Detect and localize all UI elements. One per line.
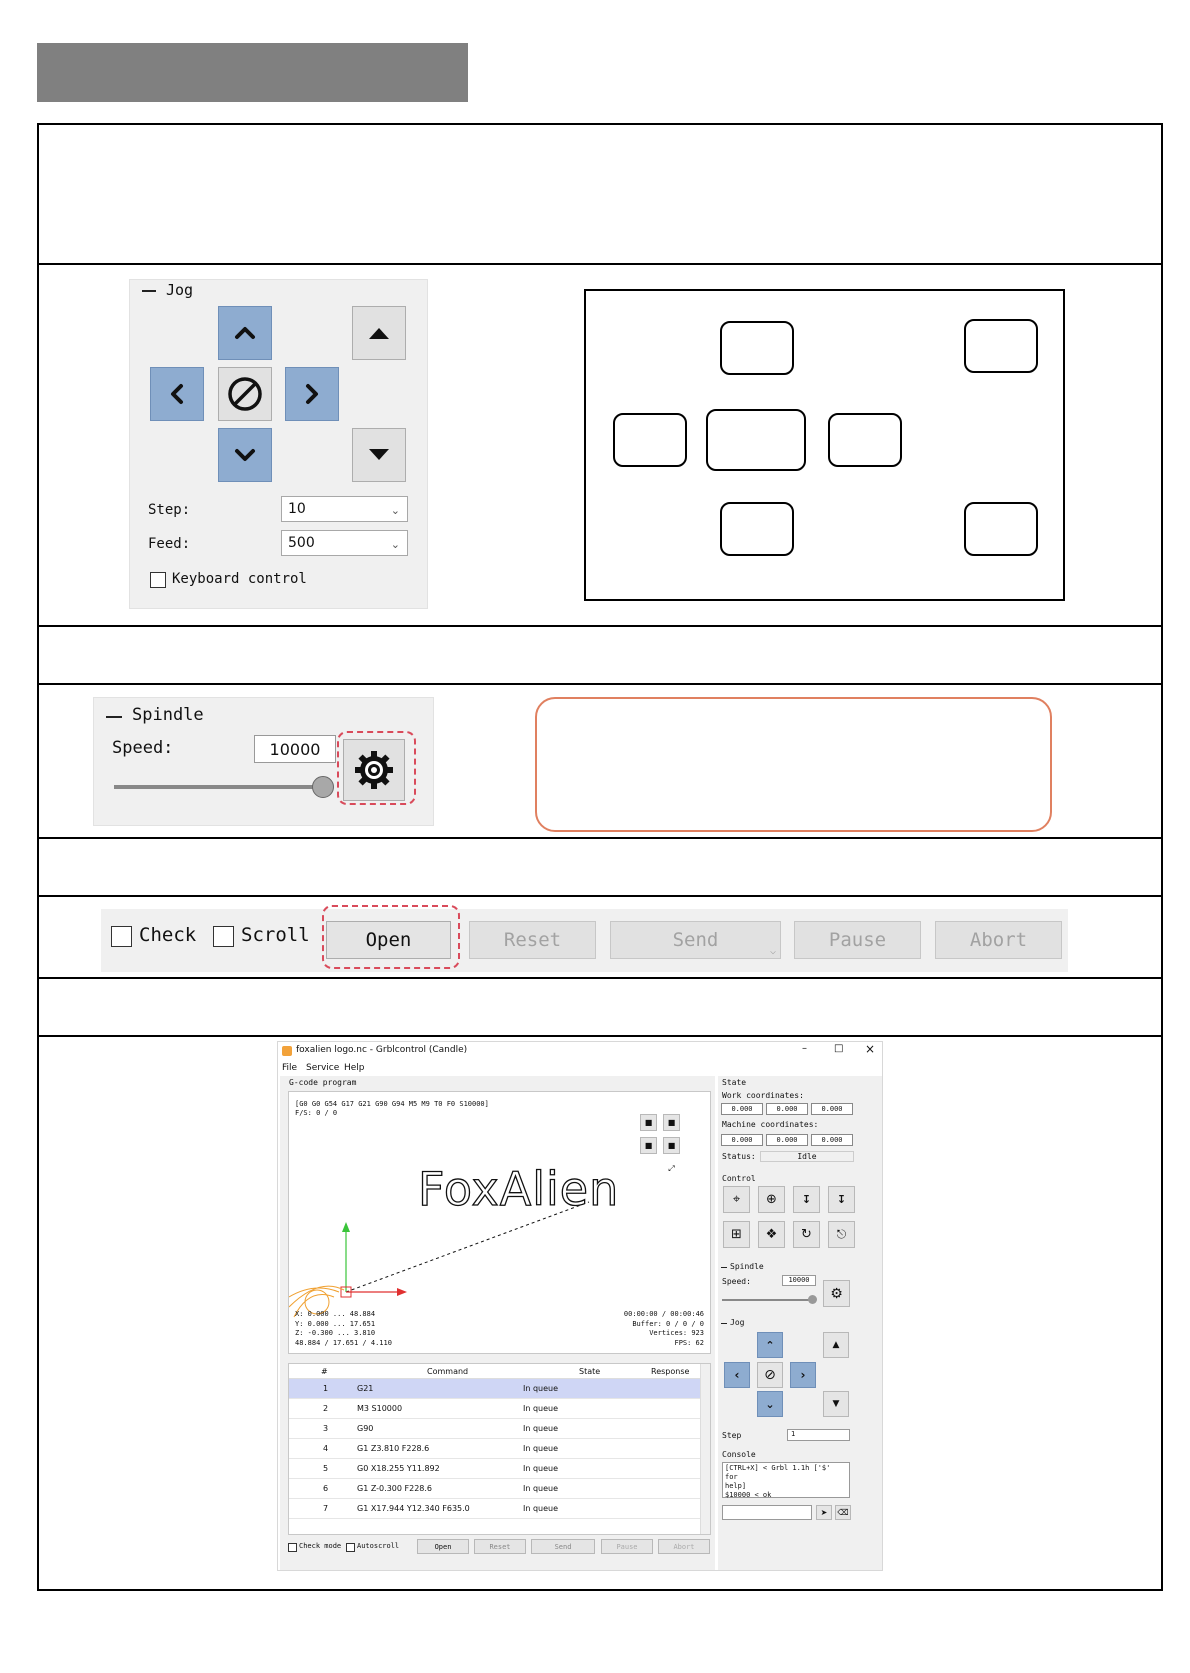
home-icon: ⌖	[732, 1192, 741, 1207]
eraser-icon: ⌫	[837, 1508, 849, 1517]
table-cell-cmd: G21	[357, 1384, 374, 1393]
reset-button[interactable]: Reset	[469, 921, 596, 959]
zero-xy-icon: ↧	[801, 1193, 812, 1206]
view-top-button[interactable]	[663, 1114, 680, 1131]
table-cell-cmd: M3 S10000	[357, 1404, 403, 1413]
check-mode-label: Check mode	[299, 1542, 342, 1550]
view-iso-button[interactable]	[640, 1114, 657, 1131]
table-cell-n: 7	[323, 1504, 329, 1513]
feed-value: 500	[288, 535, 315, 551]
step-value: 10	[288, 501, 306, 517]
stat-x: X: 0.000 ... 48.884	[295, 1310, 376, 1318]
table-cell-cmd: G0 X18.255 Y11.892	[357, 1464, 440, 1473]
triangle-down-icon: ▼	[832, 1399, 840, 1409]
step-select[interactable]	[281, 496, 408, 522]
cube-icon: ■	[644, 1118, 653, 1127]
stop-icon: ⊘	[764, 1367, 776, 1383]
zero-xy-button[interactable]	[793, 1186, 820, 1213]
send-label: Send	[672, 929, 719, 951]
jog-title: Jog	[730, 1318, 745, 1327]
table-row[interactable]	[289, 1499, 701, 1519]
gcode-header-line2: F/S: 0 / 0	[295, 1109, 338, 1117]
table-cell-cmd: G90	[357, 1424, 374, 1433]
status-label: Status:	[722, 1152, 756, 1161]
stat-fps: FPS: 62	[674, 1338, 704, 1347]
table-cell-n: 2	[323, 1404, 329, 1413]
menu-help[interactable]: Help	[344, 1063, 365, 1073]
diagram-box	[964, 502, 1038, 556]
check-mode-checkbox[interactable]	[288, 1543, 297, 1552]
app-icon	[282, 1046, 292, 1056]
running-man-icon: ❖	[765, 1227, 778, 1242]
probe-button[interactable]	[758, 1186, 785, 1213]
table-cell-state: In queue	[523, 1464, 559, 1473]
autoscroll-checkbox[interactable]	[346, 1543, 355, 1552]
unlock-icon: ⎋	[836, 1227, 847, 1241]
table-cell-state: In queue	[523, 1404, 559, 1413]
spindle-title: Spindle	[132, 705, 204, 725]
diagram-box	[706, 409, 806, 471]
table-row[interactable]	[289, 1439, 701, 1459]
chevron-up-icon: ⌃	[765, 1338, 775, 1352]
spindle-note-box	[535, 697, 1052, 832]
work-coords-label: Work coordinates:	[722, 1091, 804, 1100]
table-cell-cmd: G1 Z-0.300 F228.6	[357, 1484, 433, 1493]
send-button[interactable]: Send	[531, 1539, 595, 1554]
speed-input[interactable]: 10000	[782, 1275, 816, 1286]
state-title: State	[722, 1078, 747, 1087]
table-row[interactable]	[289, 1479, 701, 1499]
triangle-down-icon	[367, 447, 391, 463]
table-cell-n: 4	[323, 1444, 329, 1453]
diagram-box	[828, 413, 902, 467]
col-response: Response	[651, 1367, 690, 1376]
stat-vertices: Vertices: 923	[649, 1329, 704, 1337]
gcode-header-line1: [G0 G0 G54 G17 G21 G90 G94 M5 M9 T0 F0 S10000]	[295, 1100, 489, 1108]
stat-z: Z: -0.300 ... 3.810	[295, 1329, 376, 1337]
table-scrollbar[interactable]	[700, 1364, 710, 1535]
stat-buffer: Buffer: 0 / 0 / 0	[632, 1319, 704, 1328]
console-line: [CTRL+X] < Grbl 1.1h ['$' for	[725, 1464, 831, 1481]
work-x: 0.000	[721, 1103, 763, 1115]
foxalien-logo-toolpath: FoxAlien	[418, 1162, 620, 1216]
check-label: Check	[139, 924, 197, 946]
jog-y-plus-button[interactable]	[218, 306, 272, 360]
soft-reset-button[interactable]	[793, 1221, 820, 1248]
console-input[interactable]	[722, 1505, 812, 1520]
cube-icon: ■	[644, 1141, 653, 1150]
table-divider	[37, 837, 1163, 839]
jog-panel	[129, 279, 428, 609]
feed-label: Feed:	[148, 536, 191, 552]
table-cell-state: In queue	[523, 1484, 559, 1493]
table-cell-state: In queue	[523, 1444, 559, 1453]
table-cell-n: 1	[323, 1384, 329, 1393]
table-divider	[37, 895, 1163, 897]
speed-input[interactable]: 10000	[254, 735, 336, 763]
jog-y-minus-button[interactable]	[757, 1391, 783, 1417]
window-title: foxalien logo.nc - Grblcontrol (Candle)	[296, 1045, 468, 1055]
close-button[interactable]: ×	[865, 1042, 876, 1056]
stat-y: Y: 0.000 ... 17.651	[295, 1319, 376, 1328]
table-cell-n: 5	[323, 1464, 329, 1473]
spindle-button-highlight	[337, 731, 416, 805]
menu-file[interactable]: File	[282, 1063, 298, 1073]
console-title: Console	[722, 1450, 756, 1459]
table-cell-state: In queue	[523, 1504, 559, 1513]
work-z: 0.000	[811, 1103, 853, 1115]
table-divider	[37, 977, 1163, 979]
probe-icon: ⊕	[766, 1192, 777, 1207]
console-send-button[interactable]	[816, 1505, 832, 1520]
chevron-down-icon: ⌄	[390, 504, 400, 517]
jog-y-minus-button[interactable]	[218, 428, 272, 482]
jog-z-plus-button[interactable]	[823, 1332, 849, 1358]
jog-diagram	[584, 289, 1065, 601]
feed-select[interactable]	[281, 530, 408, 556]
speed-label: Speed:	[112, 738, 174, 758]
minimize-button[interactable]: –	[802, 1043, 807, 1054]
jog-x-minus-button[interactable]	[724, 1362, 750, 1388]
candle-window-screenshot	[277, 1041, 883, 1571]
section-header-bar	[37, 43, 468, 102]
cube-icon: ■	[667, 1141, 676, 1150]
view-left-button[interactable]	[663, 1137, 680, 1154]
open-button[interactable]: Open	[326, 921, 451, 959]
unlock-button[interactable]	[828, 1221, 855, 1248]
spindle-toggle-button[interactable]	[823, 1280, 850, 1307]
machine-x: 0.000	[721, 1134, 763, 1146]
console-clear-button[interactable]	[835, 1505, 851, 1520]
machine-z: 0.000	[811, 1134, 853, 1146]
console-output	[722, 1462, 850, 1498]
step-label: Step	[722, 1431, 742, 1440]
chevron-left-icon: ‹	[734, 1368, 740, 1382]
expand-icon: ⤢	[668, 1163, 675, 1173]
autoscroll-label: Autoscroll	[357, 1542, 400, 1550]
console-line: $10000 < ok	[725, 1491, 772, 1499]
stats-left	[295, 1310, 392, 1348]
console-line: help]	[725, 1482, 747, 1490]
menu-service[interactable]: Service	[306, 1063, 340, 1073]
table-row[interactable]	[289, 1399, 701, 1419]
chevron-right-icon	[300, 382, 324, 406]
table-cell-n: 6	[323, 1484, 329, 1493]
table-row[interactable]	[289, 1419, 701, 1439]
command-table[interactable]	[288, 1363, 711, 1535]
zero-z-icon: ↧	[836, 1193, 847, 1206]
jog-z-plus-button[interactable]	[352, 306, 406, 360]
step-label: Step:	[148, 502, 191, 518]
col-state: State	[579, 1367, 601, 1376]
col-number: #	[321, 1367, 328, 1376]
table-cell-state: In queue	[523, 1384, 559, 1393]
jog-x-plus-button[interactable]	[790, 1362, 816, 1388]
autoscroll-checkbox[interactable]	[213, 926, 234, 947]
jog-z-minus-button[interactable]	[823, 1391, 849, 1417]
table-row[interactable]	[289, 1459, 701, 1479]
send-button[interactable]	[610, 921, 781, 959]
col-command: Command	[427, 1367, 469, 1376]
open-button-highlight	[322, 905, 460, 969]
diagram-box	[720, 502, 794, 556]
diagram-box	[613, 413, 687, 467]
program-toolbar	[101, 909, 1068, 972]
chevron-left-icon	[165, 382, 189, 406]
cube-icon: ■	[667, 1118, 676, 1127]
table-cell-state: In queue	[523, 1424, 559, 1433]
restore-origin-button[interactable]	[723, 1221, 750, 1248]
work-y: 0.000	[766, 1103, 808, 1115]
jog-x-minus-button[interactable]	[150, 367, 204, 421]
stop-icon	[226, 375, 264, 413]
jog-stop-button[interactable]	[218, 367, 272, 421]
safe-position-button[interactable]	[758, 1221, 785, 1248]
diagram-box	[964, 319, 1038, 373]
spindle-title: Spindle	[730, 1262, 764, 1271]
stat-time: 00:00:00 / 00:00:46	[623, 1310, 704, 1318]
abort-button[interactable]: Abort	[658, 1539, 710, 1554]
right-pane	[718, 1076, 882, 1570]
chevron-down-icon: ⌄	[765, 1397, 775, 1411]
jog-stop-button[interactable]	[757, 1362, 783, 1388]
jog-title: Jog	[166, 281, 194, 299]
status-value: Idle	[760, 1151, 854, 1162]
speed-slider-handle[interactable]	[808, 1295, 817, 1304]
jog-x-plus-button[interactable]	[285, 367, 339, 421]
dropdown-arrow-icon[interactable]: ⌵	[769, 946, 776, 957]
control-title: Control	[722, 1174, 756, 1183]
left-pane	[280, 1076, 715, 1570]
machine-coords-label: Machine coordinates:	[722, 1120, 819, 1129]
spindle-gear-icon: ⚙	[830, 1285, 843, 1302]
group-line	[721, 1323, 727, 1324]
diagram-box	[720, 321, 794, 375]
visualizer[interactable]	[288, 1091, 711, 1354]
table-header	[289, 1364, 701, 1379]
table-cell-cmd: G1 Z3.810 F228.6	[357, 1444, 430, 1453]
table-divider	[37, 683, 1163, 685]
speed-slider-track[interactable]	[114, 785, 314, 789]
stats-right	[624, 1310, 704, 1348]
jog-y-plus-button[interactable]	[757, 1332, 783, 1358]
keyboard-control-checkbox[interactable]	[150, 572, 166, 588]
home-button[interactable]	[723, 1186, 750, 1213]
fit-view-button[interactable]	[663, 1160, 680, 1177]
keyboard-control-label: Keyboard control	[172, 571, 307, 587]
group-line	[721, 1267, 727, 1268]
table-cell-n: 3	[323, 1424, 329, 1433]
machine-y: 0.000	[766, 1134, 808, 1146]
stat-size: 48.884 / 17.651 / 4.110	[295, 1338, 392, 1347]
origin-icon: ⊞	[731, 1227, 742, 1242]
scroll-label: Scroll	[241, 924, 310, 946]
speed-slider-handle[interactable]	[312, 776, 334, 798]
gcode-title: G-code program	[289, 1078, 357, 1087]
triangle-up-icon	[367, 325, 391, 341]
table-divider	[37, 263, 1163, 265]
chevron-right-icon: ›	[800, 1368, 806, 1382]
send-icon: ➤	[820, 1508, 828, 1517]
step-select[interactable]: 1	[787, 1429, 850, 1441]
chevron-down-icon: ⌄	[390, 538, 400, 551]
jog-z-minus-button[interactable]	[352, 428, 406, 482]
triangle-up-icon: ▲	[832, 1340, 840, 1350]
abort-button[interactable]: Abort	[935, 921, 1062, 959]
chevron-down-icon	[233, 443, 257, 467]
check-mode-checkbox[interactable]	[111, 926, 132, 947]
table-cell-cmd: G1 X17.944 Y12.340 F635.0	[357, 1504, 470, 1513]
zero-z-button[interactable]	[828, 1186, 855, 1213]
open-button[interactable]: Open	[417, 1539, 469, 1554]
pause-button[interactable]: Pause	[601, 1539, 653, 1554]
reset-button[interactable]: Reset	[474, 1539, 526, 1554]
maximize-button[interactable]: □	[834, 1043, 844, 1054]
table-row[interactable]	[289, 1379, 701, 1399]
chevron-up-icon	[233, 321, 257, 345]
speed-slider-track[interactable]	[722, 1299, 812, 1301]
speed-label: Speed:	[722, 1277, 751, 1286]
pause-button[interactable]: Pause	[794, 921, 921, 959]
table-divider	[37, 625, 1163, 627]
table-divider	[37, 1035, 1163, 1037]
view-front-button[interactable]	[640, 1137, 657, 1154]
reset-icon: ↻	[801, 1227, 812, 1242]
